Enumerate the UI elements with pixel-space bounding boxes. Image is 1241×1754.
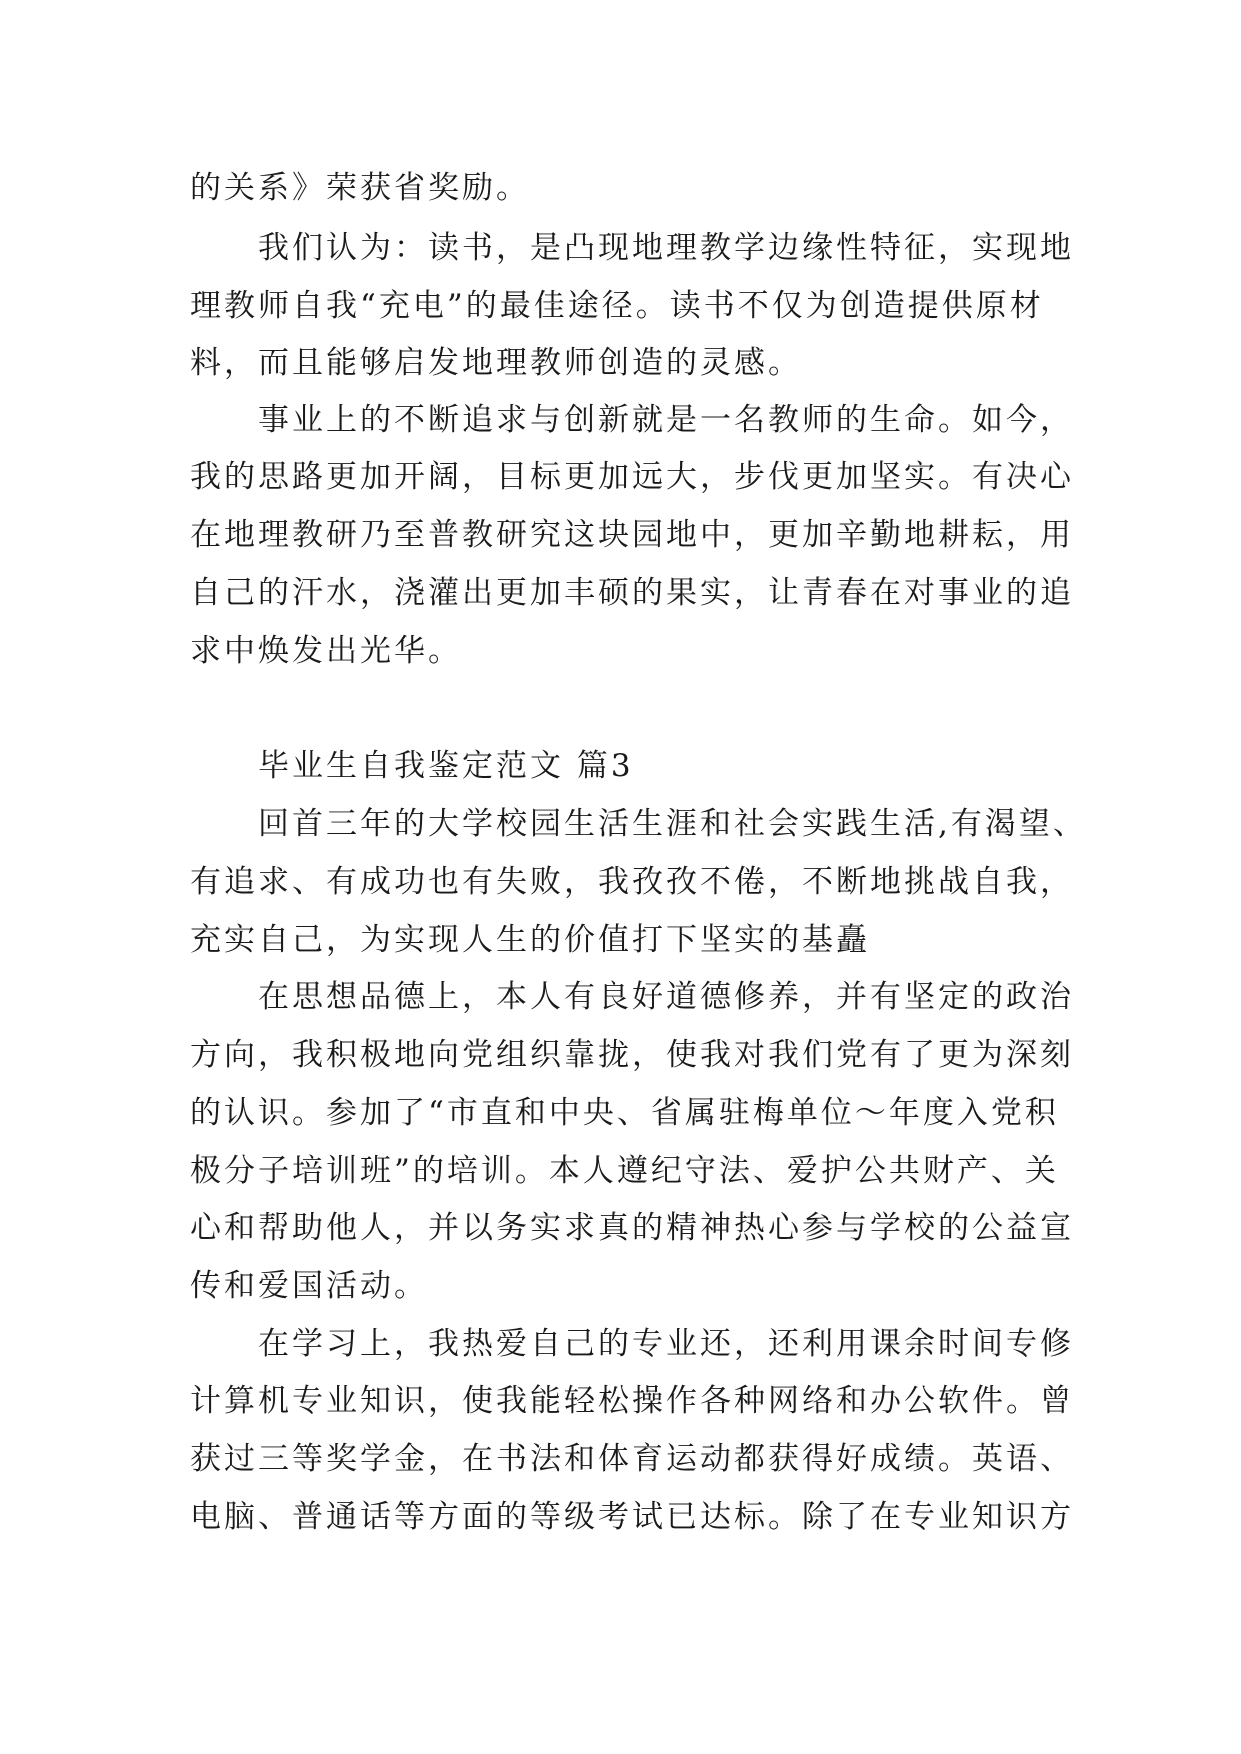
paragraph-line: 回首三年的大学校园生活生涯和社会实践生活,有渴望、 <box>258 806 1087 842</box>
text-line: 传和爱国活动。 <box>190 1268 428 1304</box>
text-line: 的认识。参加了“市直和中央、省属驻梅单位～年度入党积 <box>190 1095 1059 1131</box>
paragraph-line: 事业上的不断追求与创新就是一名教师的生命。如今， <box>258 402 1074 438</box>
paragraph-line: 在学习上，我热爱自己的专业还，还利用课余时间专修 <box>258 1326 1074 1362</box>
text-line: 求中焕发出光华。 <box>190 633 462 669</box>
text-line: 心和帮助他人，并以务实求真的精神热心参与学校的公益宣 <box>190 1210 1074 1246</box>
text-line: 的关系》荣获省奖励。 <box>190 170 530 206</box>
text-line: 我的思路更加开阔，目标更加远大，步伐更加坚实。有决心 <box>190 459 1074 495</box>
text-line: 获过三等奖学金，在书法和体育运动都获得好成绩。英语、 <box>190 1441 1074 1477</box>
text-line: 料，而且能够启发地理教师创造的灵感。 <box>190 345 802 381</box>
text-line: 有追求、有成功也有失败，我孜孜不倦，不断地挑战自我， <box>190 864 1074 900</box>
section-heading: 毕业生自我鉴定范文 篇3 <box>258 748 634 784</box>
text-line: 计算机专业知识，使我能轻松操作各种网络和办公软件。曾 <box>190 1383 1074 1419</box>
text-line: 自己的汗水，浇灌出更加丰硕的果实，让青春在对事业的追 <box>190 575 1074 611</box>
text-line: 方向，我积极地向党组织靠拢，使我对我们党有了更为深刻 <box>190 1037 1074 1073</box>
text-line: 电脑、普通话等方面的等级考试已达标。除了在专业知识方 <box>190 1499 1074 1535</box>
text-line: 极分子培训班”的培训。本人遵纪守法、爱护公共财产、关 <box>190 1153 1059 1189</box>
text-line: 充实自己，为实现人生的价值打下坚实的基矗 <box>190 922 870 958</box>
text-line: 在地理教研乃至普教研究这块园地中，更加辛勤地耕耘，用 <box>190 517 1074 553</box>
text-line: 理教师自我“充电”的最佳途径。读书不仅为创造提供原材 <box>190 288 1044 324</box>
paragraph-line: 在思想品德上，本人有良好道德修养，并有坚定的政治 <box>258 979 1074 1015</box>
paragraph-line: 我们认为：读书，是凸现地理教学边缘性特征，实现地 <box>258 230 1074 266</box>
